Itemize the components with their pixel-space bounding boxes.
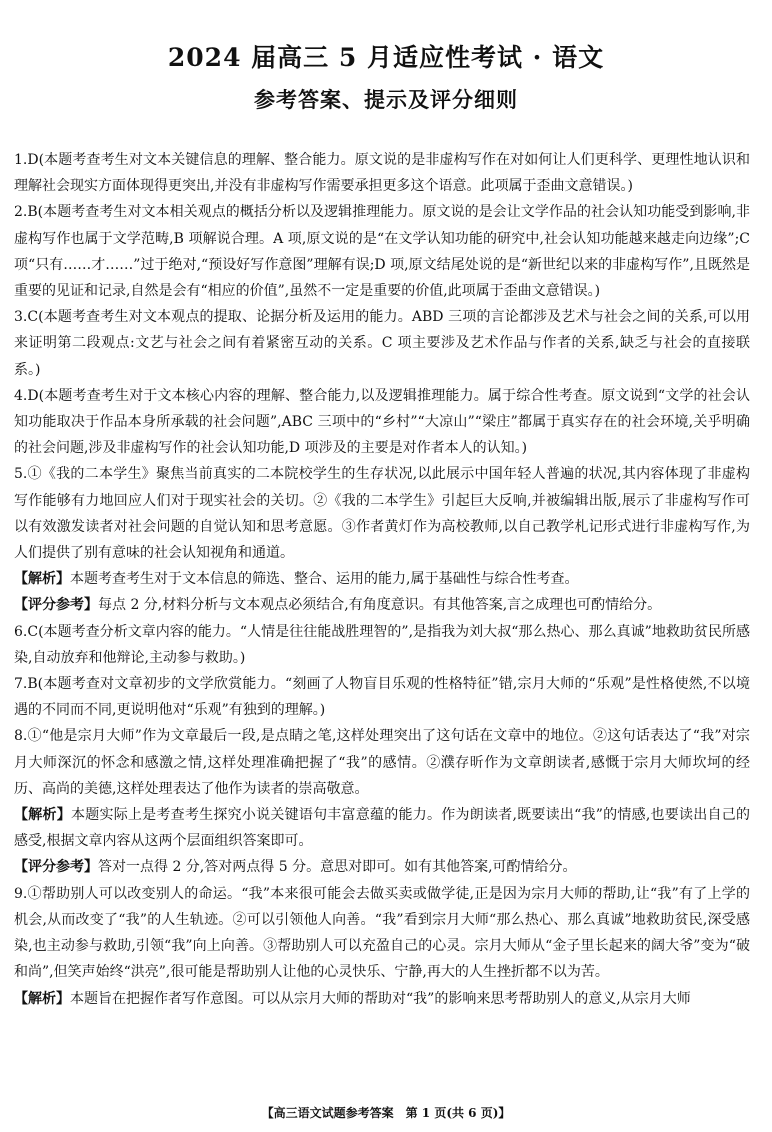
scoring-8: 【评分参考】答对一点得 2 分,答对两点得 5 分。意思对即可。如有其他答案,可酌情给分。 [14,859,577,876]
answer-item-4: 4.D(本题考查考生对于文本核心内容的理解、整合能力,以及逻辑推理能力。属于综合性考查。原文说到“文学的社会认知功能取决于作品本身所承载的社会问题”,ABC 三项中的“乡村”“大凉山”“梁庄”都属于真实存在的社会环境,关乎明确的社会问题,涉及非虚构写作的社会认知功能,D 项涉及的主要是对作者本人的认知。) [14,387,750,457]
answer-item-8: 8.①“他是宗月大师”作为文章最后一段,是点睛之笔,这样处理突出了这句话在文章中的地位。②这句话表达了“我”对宗月大师深沉的怀念和感激之情,这样处理准确把握了“我”的感情。②濮存昕作为文章朗读者,感慨于宗月大师坎坷的经历、高尚的美德,这样处理表达了他作为读者的崇高敬意。 [14,728,750,797]
answer-item-9: 9.①帮助别人可以改变别人的命运。“我”本来很可能会去做买卖或做学徒,正是因为宗月大师的帮助,让“我”有了上学的机会,从而改变了“我”的人生轨迹。②可以引领他人向善。“我”看到宗月大师“那么热心、那么真诚”地救助贫民,深受感染,也主动参与救助,引领“我”向上向善。③帮助别人可以充盈自己的心灵。宗月大师从“金子里长起来的阔大爷”变为“破和尚”,但笑声始终“洪亮”,很可能是帮助别人让他的心灵快乐、宁静,再大的人生挫折都不以为苦。 [14,885,750,981]
page-footer: 【高三语文试题参考答案 第 1 页(共 6 页)】 [261,1106,511,1120]
answer-item-7: 7.B(本题考查对文章初步的文学欣赏能力。“刻画了人物盲目乐观的性格特征”错,宗月大师的“乐观”是性格使然,不以境遇的不同而不同,更说明他对“乐观”有独到的理解。) [14,676,750,719]
answer-list [14,147,750,1012]
answer-item-5: 5.①《我的二本学生》聚焦当前真实的二本院校学生的生存状况,以此展示中国年轻人普遍的状况,其内容体现了非虚构写作能够有力地回应人们对于现实社会的关切。②《我的二本学生》引起巨大反响,并被编辑出版,展示了非虚构写作可以有效激发读者对社会问题的自觉认知和思考意愿。③作者黄灯作为高校教师,以自己教学札记形式进行非虚构写作,为人们提供了别有意味的社会认知视角和通道。 [14,466,750,562]
page-title: 2024 届高三 5 月适应性考试 · 语文 [167,43,605,72]
scoring-5: 【评分参考】每点 2 分,材料分析与文本观点必须结合,有角度意识。有其他答案,言之成理也可酌情给分。 [14,597,662,614]
answer-item-3: 3.C(本题考查考生对文本观点的提取、论据分析及运用的能力。ABD 三项的言论都涉及艺术与社会之间的关系,可以用来证明第二段观点:文艺与社会之间有着紧密互动的关系。C 项主要涉及艺术作品与作者的关系,缺乏与社会的直接联系。) [14,309,750,378]
analysis-8: 【解析】本题实际上是考查考生探究小说关键语句丰富意蕴的能力。作为朗读者,既要读出“我”的情感,也要读出自己的感受,根据文章内容从这两个层面组织答案即可。 [14,807,750,850]
answer-item-2: 2.B(本题考查考生对文本相关观点的概括分析以及逻辑推理能力。原文说的是会让文学作品的社会认知功能受到影响,非虚构写作也属于文学范畴,B 项解说合理。A 项,原文说的是“在文学认知功能的研究中,社会认知功能越来越走向边缘”;C 项“只有……才……”过于绝对,“预设好写作意图”理解有误;D 项,原文结尾处说的是“新世纪以来的非虚构写作”,且既然是重要的见证和记录,自然是会有“相应的价值”,虽然不一定是重要的价值,此项属于歪曲文意错误。) [14,204,750,300]
answer-item-1: 1.D(本题考查考生对文本关键信息的理解、整合能力。原文说的是非虚构写作在对如何让人们更科学、更理性地认识和理解社会现实方面体现得更突出,并没有非虚构写作需要承担更多这个语意。此项属于歪曲文意错误。) [14,152,750,195]
analysis-9: 【解析】本题旨在把握作者写作意图。可以从宗月大师的帮助对“我”的影响来思考帮助别人的意义,从宗月大师 [14,990,691,1007]
answer-item-6: 6.C(本题考查分析文章内容的能力。“人情是往往能战胜理智的”,是指我为刘大叔“那么热心、那么真诚”地救助贫民所感染,自动放弃和他辩论,主动参与救助。) [14,623,750,666]
page-subtitle: 参考答案、提示及评分细则 [254,87,518,112]
analysis-5: 【解析】本题考查考生对于文本信息的筛选、整合、运用的能力,属于基础性与综合性考查。 [14,571,579,588]
